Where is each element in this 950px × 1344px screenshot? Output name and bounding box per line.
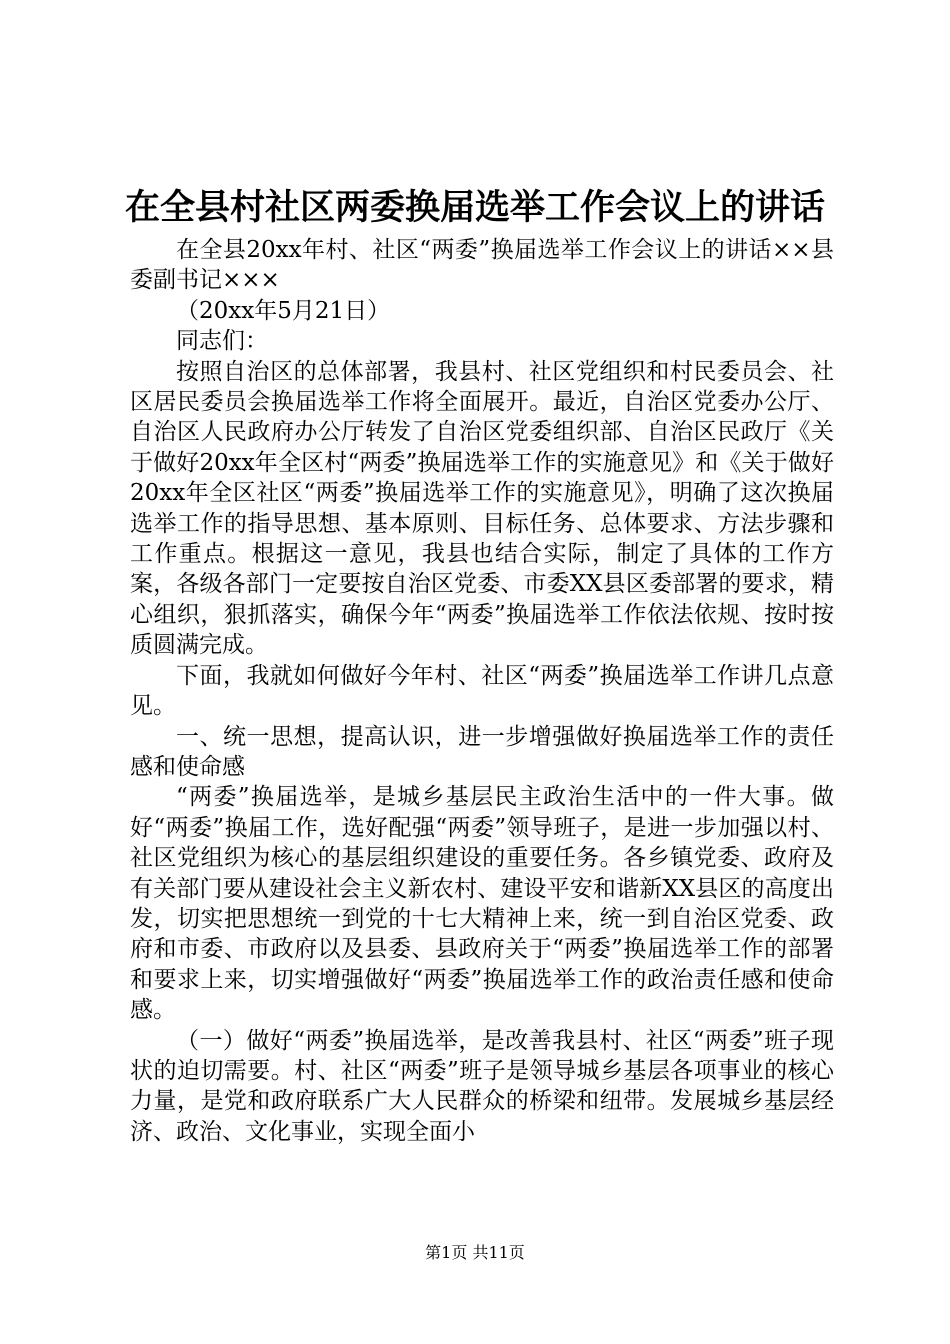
speech-heading-line: 在全县20xx年村、社区“两委”换届选举工作会议上的讲话××县委副书记××× xyxy=(130,237,834,294)
speech-date: （20xx年5月21日） xyxy=(176,297,391,324)
document-title: 在全县村社区两委换届选举工作会议上的讲话 xyxy=(124,188,825,228)
document-body xyxy=(130,235,834,1147)
body-paragraph: “两委”换届选举，是城乡基层民主政治生活中的一件大事。做好“两委”换届工作，选好配强“两委”领导班子，是进一步加强以村、社区党组织为核心的基层组织建设的重要任务。各乡镇党委、政府及有关部门要从建设社会主义新农村、建设平安和谐新XX县区的高度出发，切实把思想统一到党的十七大精神上来，统一到自治区党委、政府和市委、市政府以及县委、县政府关于“两委”换届选举工作的部署和要求上来，切实增强做好“两委”换届选举工作的政治责任感和使命感。 xyxy=(130,784,834,1024)
body-paragraph: （一）做好“两委”换届选举，是改善我县村、社区“两委”班子现状的迫切需要。村、社区“两委”班子是领导城乡基层各项事业的核心力量，是党和政府联系广大人民群众的桥梁和纽带。发展城乡基层经济、政治、文化事业，实现全面小 xyxy=(130,1027,834,1145)
body-paragraph: 按照自治区的总体部署，我县村、社区党组织和村民委员会、社区居民委员会换届选举工作将全面展开。最近，自治区党委办公厅、自治区人民政府办公厅转发了自治区党委组织部、自治区民政厅《关于做好20xx年全区村“两委”换届选举工作的实施意见》和《关于做好20xx年全区社区“两委”换届选举工作的实施意见》，明确了这次换届选举工作的指导思想、基本原则、目标任务、总体要求、方法步骤和工作重点。根据这一意见，我县也结合实际，制定了具体的工作方案，各级各部门一定要按自治区党委、市委XX县区委部署的要求，精心组织，狠抓落实，确保今年“两委”换届选举工作依法依规、按时按质圆满完成。 xyxy=(130,358,834,659)
section-heading: 一、统一思想，提高认识，进一步增强做好换届选举工作的责任感和使命感 xyxy=(130,723,834,780)
page-number-footer: 第1页 共11页 xyxy=(425,1243,525,1262)
body-paragraph: 下面，我就如何做好今年村、社区“两委”换届选举工作讲几点意见。 xyxy=(130,662,834,720)
salutation: 同志们： xyxy=(176,328,268,355)
